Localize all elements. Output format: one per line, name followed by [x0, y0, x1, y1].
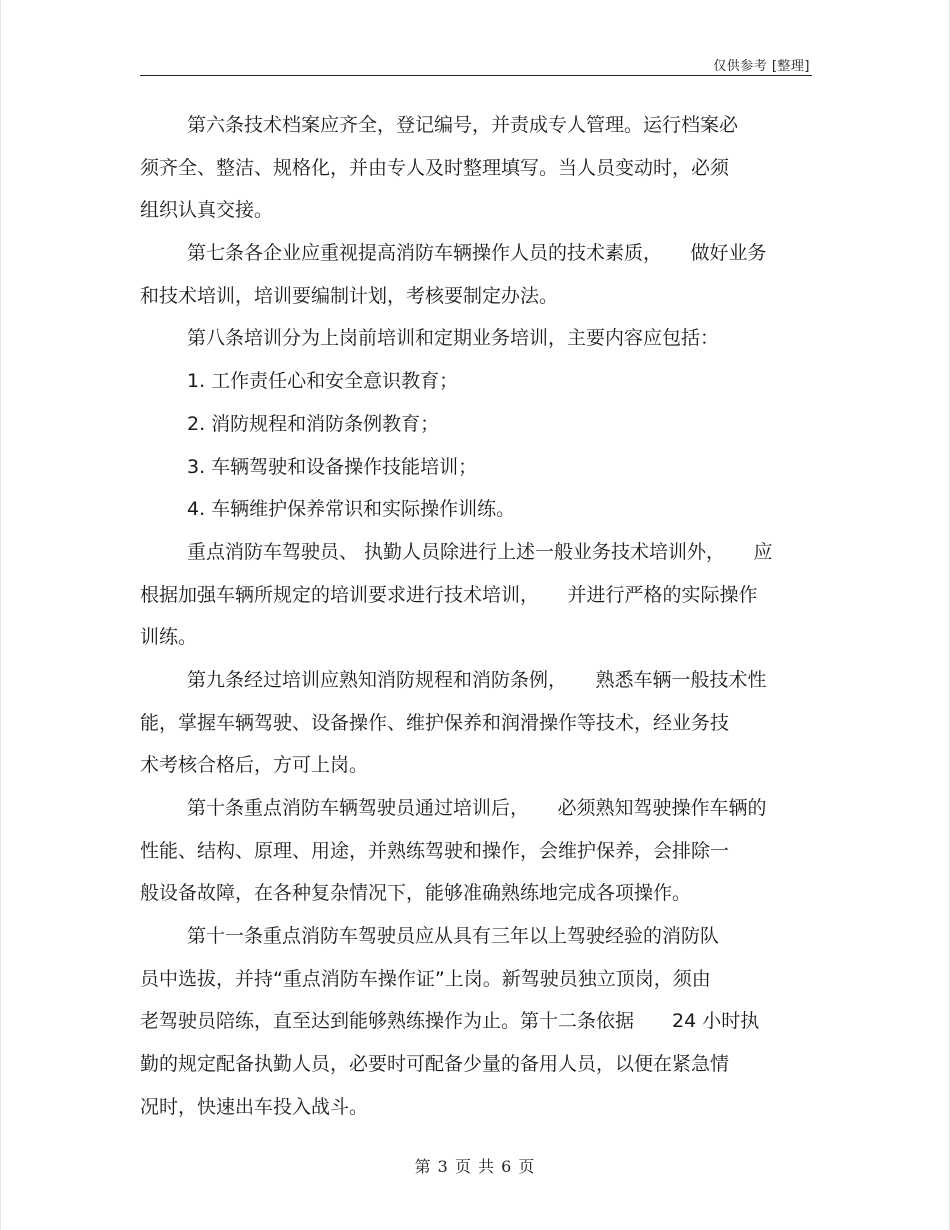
header-rule — [140, 75, 812, 76]
header-note: 仅供参考 [整理] — [713, 59, 810, 74]
page-number: 第 3 页 共 6 页 — [414, 1157, 536, 1176]
text-line: 勤的规定配备执勤人员，必要时可配备少量的备用人员，以便在紧急情 — [140, 1053, 730, 1076]
text-line: 1. 工作责任心和安全意识教育； — [187, 370, 459, 393]
text-line: 术考核合格后，方可上岗。 — [140, 754, 369, 777]
text-line: 第六条技术档案应齐全，登记编号，并责成专人管理。运行档案必 — [187, 114, 739, 136]
text-line: 重点消防车驾驶员、 执勤人员除进行上述一般业务技术培训外， 应 — [187, 540, 773, 563]
text-line: 须齐全、整洁、规格化，并由专人及时整理填写。当人员变动时，必须 — [140, 156, 730, 179]
text-line: 老驾驶员陪练，直至达到能够熟练操作为止。第十二条依据 24 小时执 — [140, 1010, 760, 1033]
text-line: 第十一条重点消防车驾驶员应从具有三年以上驾驶经验的消防队 — [187, 925, 720, 948]
text-line: 能，掌握车辆驾驶、设备操作、维护保养和润滑操作等技术，经业务技 — [140, 711, 730, 734]
text-line: 第九条经过培训应熟知消防规程和消防条例， 熟悉车辆一般技术性 — [187, 668, 767, 691]
text-line: 训练。 — [140, 626, 198, 649]
document-body — [140, 104, 820, 1129]
text-line: 和技术培训，培训要编制计划，考核要制定办法。 — [140, 284, 559, 307]
text-line: 般设备故障，在各种复杂情况下，能够准确熟练地完成各项操作。 — [140, 882, 692, 905]
text-line: 根据加强车辆所规定的培训要求进行技术培训， 并进行严格的实际操作 — [140, 583, 758, 606]
text-line: 组织认真交接。 — [140, 199, 274, 222]
text-line: 4. 车辆维护保养常识和实际操作训练。 — [187, 498, 516, 521]
text-line: 第七条各企业应重视提高消防车辆操作人员的技术素质， 做好业务 — [187, 242, 767, 265]
text-line: 3. 车辆驾驶和设备操作技能培训； — [187, 455, 478, 478]
text-line: 员中选拔，并持“重点消防车操作证”上岗。新驾驶员独立顶岗，须由 — [140, 967, 711, 990]
text-line: 第十条重点消防车辆驾驶员通过培训后， 必须熟知驾驶操作车辆的 — [187, 797, 767, 819]
text-line: 2. 消防规程和消防条例教育； — [187, 412, 440, 435]
text-line: 况时，快速出车投入战斗。 — [140, 1095, 369, 1118]
text-line: 第八条培训分为上岗前培训和定期业务培训，主要内容应包括： — [187, 327, 720, 350]
text-line: 性能、结构、原理、用途，并熟练驾驶和操作，会维护保养，会排除一 — [140, 839, 730, 862]
